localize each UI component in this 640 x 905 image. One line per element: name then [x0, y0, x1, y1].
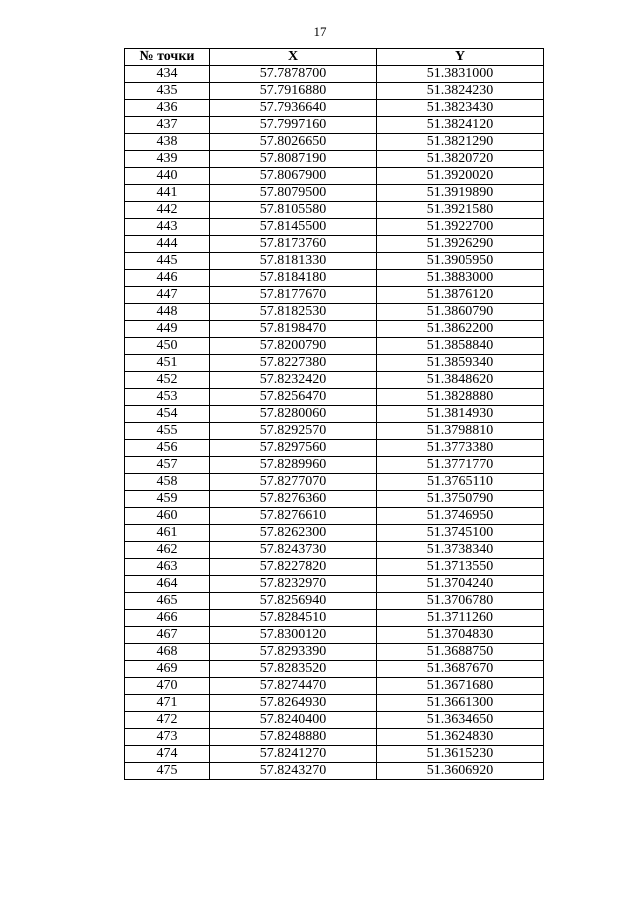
cell-point-number: 470	[125, 678, 210, 695]
table-row	[125, 321, 544, 338]
cell-point-number: 436	[125, 100, 210, 117]
table-row	[125, 491, 544, 508]
cell-point-number: 462	[125, 542, 210, 559]
cell-x: 57.8198470	[210, 321, 377, 338]
table-row	[125, 763, 544, 780]
cell-x: 57.8297560	[210, 440, 377, 457]
table-row	[125, 134, 544, 151]
cell-x: 57.7916880	[210, 83, 377, 100]
table-row	[125, 746, 544, 763]
cell-y: 51.3823430	[377, 100, 544, 117]
table-row	[125, 474, 544, 491]
cell-y: 51.3738340	[377, 542, 544, 559]
cell-x: 57.8256940	[210, 593, 377, 610]
cell-x: 57.8284510	[210, 610, 377, 627]
cell-y: 51.3860790	[377, 304, 544, 321]
cell-x: 57.8277070	[210, 474, 377, 491]
cell-y: 51.3862200	[377, 321, 544, 338]
cell-x: 57.8067900	[210, 168, 377, 185]
cell-y: 51.3606920	[377, 763, 544, 780]
cell-point-number: 459	[125, 491, 210, 508]
table-row	[125, 253, 544, 270]
cell-y: 51.3820720	[377, 151, 544, 168]
cell-y: 51.3821290	[377, 134, 544, 151]
cell-x: 57.8026650	[210, 134, 377, 151]
table-row	[125, 644, 544, 661]
cell-point-number: 461	[125, 525, 210, 542]
cell-point-number: 466	[125, 610, 210, 627]
cell-y: 51.3798810	[377, 423, 544, 440]
cell-point-number: 458	[125, 474, 210, 491]
cell-x: 57.8240400	[210, 712, 377, 729]
table-row	[125, 270, 544, 287]
cell-y: 51.3921580	[377, 202, 544, 219]
cell-y: 51.3824120	[377, 117, 544, 134]
coordinates-table	[124, 48, 544, 780]
cell-point-number: 438	[125, 134, 210, 151]
cell-y: 51.3688750	[377, 644, 544, 661]
cell-point-number: 442	[125, 202, 210, 219]
cell-x: 57.8227820	[210, 559, 377, 576]
cell-x: 57.8300120	[210, 627, 377, 644]
cell-y: 51.3615230	[377, 746, 544, 763]
table-row	[125, 559, 544, 576]
cell-x: 57.8248880	[210, 729, 377, 746]
cell-point-number: 472	[125, 712, 210, 729]
cell-point-number: 434	[125, 66, 210, 83]
table-row	[125, 338, 544, 355]
cell-x: 57.8241270	[210, 746, 377, 763]
table-row	[125, 661, 544, 678]
cell-point-number: 471	[125, 695, 210, 712]
cell-x: 57.8182530	[210, 304, 377, 321]
cell-x: 57.7936640	[210, 100, 377, 117]
table-row	[125, 151, 544, 168]
cell-x: 57.8276610	[210, 508, 377, 525]
table-row	[125, 168, 544, 185]
table-body	[125, 66, 544, 780]
cell-point-number: 447	[125, 287, 210, 304]
cell-y: 51.3828880	[377, 389, 544, 406]
cell-point-number: 473	[125, 729, 210, 746]
table-row	[125, 202, 544, 219]
cell-y: 51.3713550	[377, 559, 544, 576]
table-row	[125, 678, 544, 695]
cell-x: 57.8200790	[210, 338, 377, 355]
table-row	[125, 406, 544, 423]
table-row	[125, 236, 544, 253]
cell-x: 57.8256470	[210, 389, 377, 406]
cell-point-number: 435	[125, 83, 210, 100]
cell-x: 57.8292570	[210, 423, 377, 440]
cell-point-number: 454	[125, 406, 210, 423]
cell-y: 51.3773380	[377, 440, 544, 457]
cell-y: 51.3926290	[377, 236, 544, 253]
cell-x: 57.8079500	[210, 185, 377, 202]
table-row	[125, 508, 544, 525]
cell-x: 57.7878700	[210, 66, 377, 83]
cell-y: 51.3750790	[377, 491, 544, 508]
cell-x: 57.8181330	[210, 253, 377, 270]
cell-x: 57.8145500	[210, 219, 377, 236]
cell-point-number: 456	[125, 440, 210, 457]
table-row	[125, 457, 544, 474]
cell-y: 51.3771770	[377, 457, 544, 474]
cell-y: 51.3905950	[377, 253, 544, 270]
cell-point-number: 474	[125, 746, 210, 763]
cell-x: 57.8276360	[210, 491, 377, 508]
cell-x: 57.8293390	[210, 644, 377, 661]
cell-y: 51.3634650	[377, 712, 544, 729]
table-row	[125, 83, 544, 100]
cell-y: 51.3687670	[377, 661, 544, 678]
table-row	[125, 695, 544, 712]
header-y: Y	[377, 49, 544, 66]
cell-point-number: 439	[125, 151, 210, 168]
cell-x: 57.8105580	[210, 202, 377, 219]
cell-y: 51.3624830	[377, 729, 544, 746]
table-row	[125, 219, 544, 236]
cell-point-number: 465	[125, 593, 210, 610]
cell-point-number: 457	[125, 457, 210, 474]
cell-x: 57.7997160	[210, 117, 377, 134]
cell-y: 51.3706780	[377, 593, 544, 610]
cell-y: 51.3922700	[377, 219, 544, 236]
table-row	[125, 729, 544, 746]
table-row	[125, 287, 544, 304]
cell-x: 57.8227380	[210, 355, 377, 372]
cell-y: 51.3858840	[377, 338, 544, 355]
table-row	[125, 712, 544, 729]
cell-y: 51.3883000	[377, 270, 544, 287]
table-row	[125, 576, 544, 593]
cell-point-number: 455	[125, 423, 210, 440]
cell-point-number: 467	[125, 627, 210, 644]
cell-point-number: 460	[125, 508, 210, 525]
cell-x: 57.8289960	[210, 457, 377, 474]
cell-point-number: 443	[125, 219, 210, 236]
table-row	[125, 185, 544, 202]
cell-point-number: 441	[125, 185, 210, 202]
table-row	[125, 372, 544, 389]
cell-y: 51.3765110	[377, 474, 544, 491]
cell-point-number: 437	[125, 117, 210, 134]
cell-x: 57.8243730	[210, 542, 377, 559]
cell-x: 57.8177670	[210, 287, 377, 304]
cell-y: 51.3876120	[377, 287, 544, 304]
cell-y: 51.3661300	[377, 695, 544, 712]
cell-point-number: 444	[125, 236, 210, 253]
cell-y: 51.3745100	[377, 525, 544, 542]
cell-point-number: 446	[125, 270, 210, 287]
cell-point-number: 450	[125, 338, 210, 355]
cell-point-number: 468	[125, 644, 210, 661]
cell-point-number: 440	[125, 168, 210, 185]
cell-x: 57.8283520	[210, 661, 377, 678]
table-row	[125, 389, 544, 406]
header-x: X	[210, 49, 377, 66]
cell-point-number: 448	[125, 304, 210, 321]
table-row	[125, 627, 544, 644]
cell-x: 57.8280060	[210, 406, 377, 423]
table-header-row	[125, 49, 544, 66]
cell-point-number: 453	[125, 389, 210, 406]
table-row	[125, 525, 544, 542]
cell-y: 51.3704830	[377, 627, 544, 644]
cell-y: 51.3848620	[377, 372, 544, 389]
page-number: 17	[313, 24, 327, 39]
cell-x: 57.8243270	[210, 763, 377, 780]
table-row	[125, 542, 544, 559]
table-row	[125, 66, 544, 83]
cell-y: 51.3671680	[377, 678, 544, 695]
cell-y: 51.3704240	[377, 576, 544, 593]
cell-point-number: 452	[125, 372, 210, 389]
cell-point-number: 475	[125, 763, 210, 780]
cell-point-number: 464	[125, 576, 210, 593]
cell-x: 57.8264930	[210, 695, 377, 712]
cell-x: 57.8274470	[210, 678, 377, 695]
cell-x: 57.8262300	[210, 525, 377, 542]
cell-point-number: 463	[125, 559, 210, 576]
cell-y: 51.3824230	[377, 83, 544, 100]
cell-point-number: 469	[125, 661, 210, 678]
cell-y: 51.3920020	[377, 168, 544, 185]
cell-y: 51.3831000	[377, 66, 544, 83]
table-row	[125, 100, 544, 117]
cell-x: 57.8173760	[210, 236, 377, 253]
cell-y: 51.3919890	[377, 185, 544, 202]
table-row	[125, 593, 544, 610]
cell-x: 57.8184180	[210, 270, 377, 287]
cell-point-number: 449	[125, 321, 210, 338]
cell-point-number: 445	[125, 253, 210, 270]
cell-x: 57.8232420	[210, 372, 377, 389]
table-row	[125, 117, 544, 134]
table-row	[125, 355, 544, 372]
table-row	[125, 304, 544, 321]
table-row	[125, 423, 544, 440]
cell-y: 51.3711260	[377, 610, 544, 627]
cell-x: 57.8232970	[210, 576, 377, 593]
cell-point-number: 451	[125, 355, 210, 372]
header-point-number: № точки	[125, 49, 210, 66]
cell-y: 51.3859340	[377, 355, 544, 372]
cell-y: 51.3746950	[377, 508, 544, 525]
cell-x: 57.8087190	[210, 151, 377, 168]
table-row	[125, 440, 544, 457]
table-row	[125, 610, 544, 627]
cell-y: 51.3814930	[377, 406, 544, 423]
